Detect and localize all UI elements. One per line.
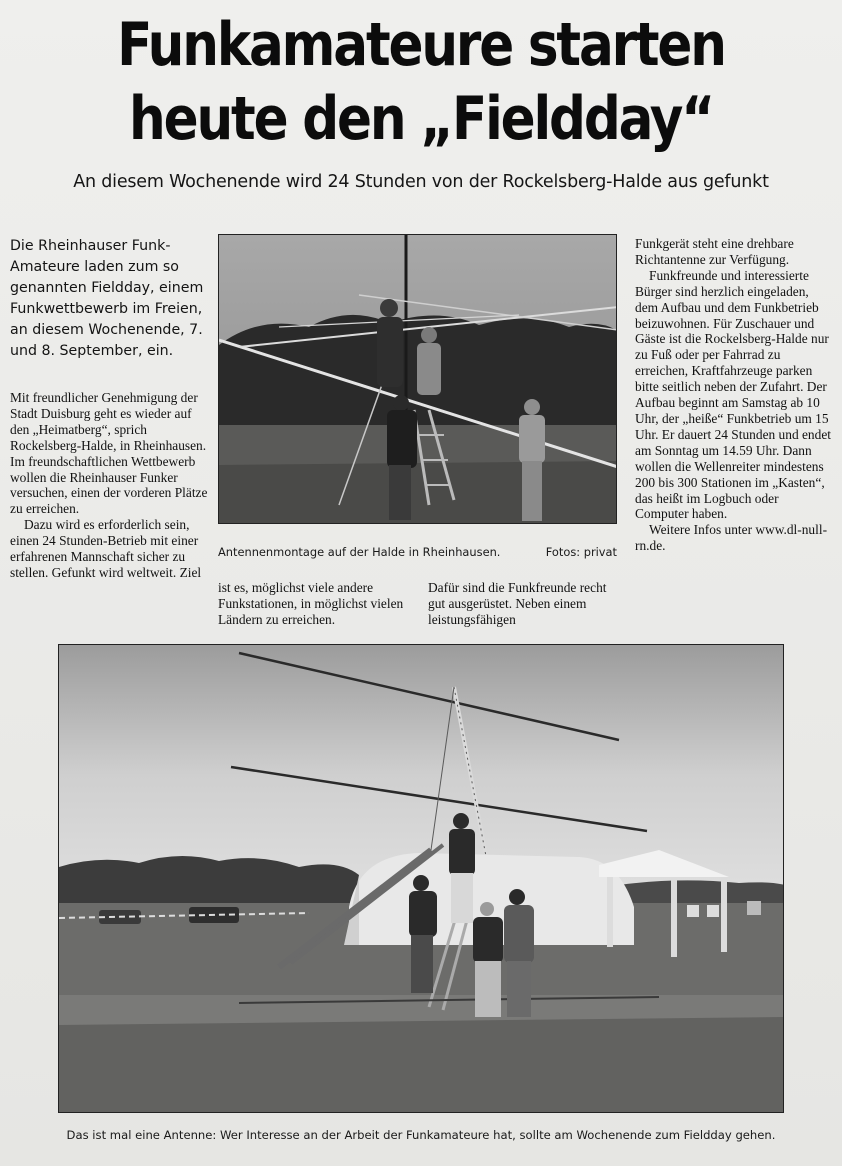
headline-line-2: heute den „Fieldday“	[129, 84, 713, 154]
column-2	[218, 580, 410, 628]
top-photo-caption-row	[218, 545, 617, 559]
column-1-paragraph-1: Mit freundlicher Genehmigung der Stadt Duisburg geht es wieder auf den „Heimatberg“, sprich Rockelsberg-Halde, in Rheinhausen. Im freundschaftlichen Wettbewerb wollen die Rheinhauser Funker versuchen, einen der vorderen Plätze zu erreichen.	[10, 390, 208, 517]
antenna-assembly-photo	[218, 234, 617, 524]
antenna-field-photo	[58, 644, 784, 1113]
column-4-paragraph-1: Funkgerät steht eine drehbare Richtantenne zur Verfügung.	[635, 236, 794, 267]
lead-paragraph: Die Rheinhauser Funk-Amateure laden zum so genannten Fieldday, einem Funkwettbewerb im Freien, an diesem Wochenende, 7. und 8. September, ein.	[10, 238, 204, 359]
bottom-photo-caption: Das ist mal eine Antenne: Wer Interesse an der Arbeit der Funkamateure hat, sollte am Wochenende zum Fieldday gehen.	[66, 1128, 776, 1142]
subheadline: An diesem Wochenende wird 24 Stunden von der Rockelsberg-Halde aus gefunkt	[73, 172, 769, 192]
column-3-text: Dafür sind die Funkfreunde recht gut ausgerüstet. Neben einem leistungsfähigen	[428, 580, 607, 627]
photo-credit: Fotos: privat	[545, 545, 617, 559]
column-4	[635, 236, 831, 554]
column-4-paragraph-3: Weitere Infos unter www.dl-null-rn.de.	[635, 522, 828, 554]
column-1-paragraph-2: Dazu wird es erforderlich sein, einen 24 Stunden-Betrieb mit einer erfahrenen Mannschaft sicher zu stellen. Gefunkt wird weltweit. Ziel	[10, 517, 202, 580]
column-1	[10, 390, 208, 581]
headline-line-1: Funkamateure starten	[117, 10, 725, 80]
top-photo-caption: Antennenmontage auf der Halde in Rheinhausen.	[218, 545, 501, 559]
column-4-paragraph-2: Funkfreunde und interessierte Bürger sind herzlich eingeladen, dem Aufbau und dem Funkbetrieb beizuwohnen. Für Zuschauer und Gäste ist die Rockelsberg-Halde nur zu Fuß oder per Fahrrad zu erreichen, Kraftfahrzeuge parken bitte seitlich neben der Zufahrt. Der Aufbau beginnt am Samstag ab 10 Uhr, der „heiße“ Funkbetrieb um 15 Uhr. Er dauert 24 Stunden und endet am Sonntag um 14.59 Uhr. Dann wollen die Wellenreiter mindestens 200 bis 300 Stationen im „Kasten“, das heißt im Logbuch oder Computer haben.	[635, 267, 831, 522]
column-3	[428, 580, 616, 628]
column-2-text: ist es, möglichst viele andere Funkstationen, in möglichst vielen Ländern zu erreichen.	[218, 580, 404, 627]
